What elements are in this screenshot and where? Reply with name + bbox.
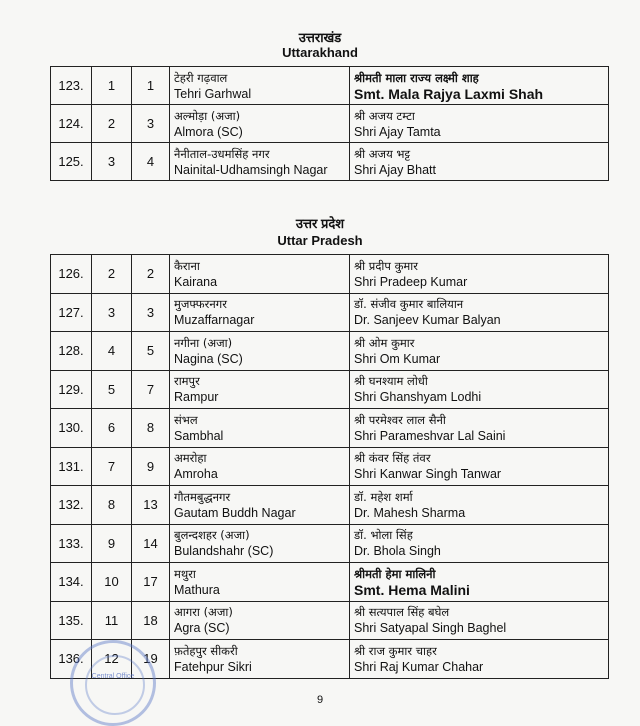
table-row xyxy=(51,447,609,486)
table-row xyxy=(51,486,609,525)
constituency-name-hindi: अमरोहा xyxy=(174,451,207,466)
candidate-cell xyxy=(350,524,609,563)
constituency-cell xyxy=(170,601,350,640)
state-serial-cell: 2 xyxy=(92,255,132,294)
serial-number-cell: 127. xyxy=(51,293,92,332)
table-row xyxy=(51,255,609,294)
table-row xyxy=(51,105,609,143)
constituency-cell xyxy=(170,143,350,181)
state-serial-cell: 11 xyxy=(92,601,132,640)
stamp-text: Central Office xyxy=(91,673,135,680)
serial-number-cell: 126. xyxy=(51,255,92,294)
candidate-name-english: Shri Pradeep Kumar xyxy=(354,274,468,289)
candidate-name-hindi: डॉ. संजीव कुमार बालियान xyxy=(354,297,464,312)
candidate-name-hindi: श्रीमती माला राज्य लक्ष्मी शाह xyxy=(354,70,479,85)
constituency-name-english: Almora (SC) xyxy=(174,124,243,139)
candidate-name-hindi: डॉ. महेश शर्मा xyxy=(354,489,413,504)
serial-number-cell: 131. xyxy=(51,447,92,486)
state-serial-cell: 12 xyxy=(92,640,132,679)
candidate-name-hindi: श्री अजय भट्ट xyxy=(354,146,411,161)
candidate-name-hindi: श्री परमेश्वर लाल सैनी xyxy=(354,412,446,427)
section-title-en-1: Uttar Pradesh xyxy=(277,233,363,248)
constituency-number-cell: 8 xyxy=(132,409,170,448)
constituency-cell xyxy=(170,563,350,602)
constituency-name-english: Amroha xyxy=(174,467,218,482)
candidate-name-english: Shri Parameshvar Lal Saini xyxy=(354,428,506,443)
candidate-cell xyxy=(350,67,609,105)
candidate-cell xyxy=(350,332,609,371)
candidate-name-hindi: श्री अजय टम्टा xyxy=(354,108,415,123)
state-serial-cell: 8 xyxy=(92,486,132,525)
constituency-number-cell: 18 xyxy=(132,601,170,640)
constituency-number-cell: 13 xyxy=(132,486,170,525)
candidate-name-hindi: श्री सत्यपाल सिंह बघेल xyxy=(354,605,450,620)
constituency-cell xyxy=(170,370,350,409)
constituency-name-english: Tehri Garhwal xyxy=(174,86,252,101)
serial-number-cell: 136. xyxy=(51,640,92,679)
constituency-name-english: Mathura xyxy=(174,582,220,597)
state-serial-cell: 1 xyxy=(92,67,132,105)
constituency-cell xyxy=(170,447,350,486)
constituency-name-english: Rampur xyxy=(174,390,219,405)
constituency-cell xyxy=(170,524,350,563)
section-title-hi-1: उत्तर प्रदेश xyxy=(295,216,345,231)
constituency-name-hindi: नगीना (अजा) xyxy=(174,335,233,350)
constituency-name-hindi: गौतमबुद्धनगर xyxy=(174,489,231,504)
candidate-name-english: Dr. Bhola Singh xyxy=(354,544,441,559)
serial-number-cell: 135. xyxy=(51,601,92,640)
constituency-name-english: Sambhal xyxy=(174,428,224,443)
constituency-number-cell: 7 xyxy=(132,370,170,409)
candidate-name-english: Dr. Sanjeev Kumar Balyan xyxy=(354,313,501,328)
constituency-number-cell: 1 xyxy=(132,67,170,105)
constituency-number-cell: 19 xyxy=(132,640,170,679)
constituency-number-cell: 14 xyxy=(132,524,170,563)
table-row xyxy=(51,601,609,640)
constituency-number-cell: 3 xyxy=(132,293,170,332)
constituency-cell xyxy=(170,255,350,294)
candidate-cell xyxy=(350,447,609,486)
serial-number-cell: 124. xyxy=(51,105,92,143)
official-stamp xyxy=(70,640,156,726)
serial-number-cell: 134. xyxy=(51,563,92,602)
constituency-cell xyxy=(170,640,350,679)
serial-number-cell: 129. xyxy=(51,370,92,409)
constituency-cell xyxy=(170,332,350,371)
constituency-name-hindi: टेहरी गढ़वाल xyxy=(174,70,228,85)
candidate-cell xyxy=(350,105,609,143)
constituency-name-english: Kairana xyxy=(174,274,218,289)
candidate-cell xyxy=(350,601,609,640)
state-serial-cell: 5 xyxy=(92,370,132,409)
constituency-name-english: Bulandshahr (SC) xyxy=(174,544,274,559)
table-row xyxy=(51,524,609,563)
state-serial-cell: 6 xyxy=(92,409,132,448)
section-title-en-0: Uttarakhand xyxy=(282,45,358,60)
constituency-cell xyxy=(170,105,350,143)
constituency-name-english: Muzaffarnagar xyxy=(174,313,255,328)
constituency-cell xyxy=(170,486,350,525)
table-row xyxy=(51,143,609,181)
candidate-name-english: Shri Kanwar Singh Tanwar xyxy=(354,467,502,482)
constituency-name-hindi: अल्मोड़ा (अजा) xyxy=(174,108,241,123)
section-title-hi-0: उत्तराखंड xyxy=(298,30,342,45)
candidate-cell xyxy=(350,486,609,525)
constituency-number-cell: 17 xyxy=(132,563,170,602)
candidate-name-hindi: श्रीमती हेमा मालिनी xyxy=(354,566,436,581)
table-row xyxy=(51,409,609,448)
constituency-name-english: Nainital-Udhamsingh Nagar xyxy=(174,162,328,177)
state-serial-cell: 3 xyxy=(92,143,132,181)
candidate-cell xyxy=(350,370,609,409)
constituency-name-hindi: मुजफ्फरनगर xyxy=(174,297,227,312)
state-serial-cell: 7 xyxy=(92,447,132,486)
state-serial-cell: 4 xyxy=(92,332,132,371)
constituency-number-cell: 9 xyxy=(132,447,170,486)
constituency-name-hindi: संभल xyxy=(174,412,198,427)
candidate-name-hindi: श्री कंवर सिंह तंवर xyxy=(354,451,431,466)
candidate-name-english: Shri Raj Kumar Chahar xyxy=(354,659,484,674)
constituency-name-english: Agra (SC) xyxy=(174,621,230,636)
serial-number-cell: 132. xyxy=(51,486,92,525)
candidate-name-english: Shri Ajay Tamta xyxy=(354,124,441,139)
constituency-name-english: Gautam Buddh Nagar xyxy=(174,505,296,520)
serial-number-cell: 123. xyxy=(51,67,92,105)
constituency-name-hindi: बुलन्दशहर (अजा) xyxy=(174,528,250,543)
constituency-name-hindi: आगरा (अजा) xyxy=(174,605,233,620)
candidate-name-hindi: श्री घनश्याम लोधी xyxy=(354,374,428,389)
table-row xyxy=(51,293,609,332)
serial-number-cell: 125. xyxy=(51,143,92,181)
table-row xyxy=(51,563,609,602)
constituency-cell xyxy=(170,409,350,448)
constituency-cell xyxy=(170,67,350,105)
serial-number-cell: 133. xyxy=(51,524,92,563)
table-uttarakhand xyxy=(50,66,609,181)
constituency-name-english: Nagina (SC) xyxy=(174,351,243,366)
candidate-name-hindi: श्री राज कुमार चाहर xyxy=(354,643,437,658)
candidate-name-english: Shri Ajay Bhatt xyxy=(354,162,436,177)
constituency-number-cell: 3 xyxy=(132,105,170,143)
state-serial-cell: 2 xyxy=(92,105,132,143)
candidate-name-english: Smt. Hema Malini xyxy=(354,581,470,598)
constituency-number-cell: 5 xyxy=(132,332,170,371)
candidate-cell xyxy=(350,409,609,448)
page-number: 9 xyxy=(316,694,324,706)
table-uttar-pradesh xyxy=(50,254,609,679)
candidate-name-english: Dr. Mahesh Sharma xyxy=(354,505,466,520)
candidate-cell xyxy=(350,640,609,679)
candidate-name-english: Shri Satyapal Singh Baghel xyxy=(354,621,507,636)
candidate-name-hindi: श्री ओम कुमार xyxy=(354,335,415,350)
candidate-cell xyxy=(350,563,609,602)
candidate-cell xyxy=(350,293,609,332)
candidate-name-hindi: श्री प्रदीप कुमार xyxy=(354,258,418,273)
candidate-cell xyxy=(350,143,609,181)
constituency-number-cell: 2 xyxy=(132,255,170,294)
state-serial-cell: 10 xyxy=(92,563,132,602)
constituency-number-cell: 4 xyxy=(132,143,170,181)
candidate-name-english: Shri Om Kumar xyxy=(354,351,441,366)
constituency-name-english: Fatehpur Sikri xyxy=(174,659,252,674)
constituency-name-hindi: कैराना xyxy=(174,258,200,273)
serial-number-cell: 130. xyxy=(51,409,92,448)
constituency-name-hindi: नैनीताल-उधमसिंह नगर xyxy=(174,146,270,161)
candidate-name-hindi: डॉ. भोला सिंह xyxy=(354,528,413,543)
constituency-name-hindi: रामपुर xyxy=(174,374,200,389)
constituency-cell xyxy=(170,293,350,332)
candidate-name-english: Smt. Mala Rajya Laxmi Shah xyxy=(354,85,544,102)
table-row xyxy=(51,67,609,105)
serial-number-cell: 128. xyxy=(51,332,92,371)
table-row xyxy=(51,332,609,371)
state-serial-cell: 3 xyxy=(92,293,132,332)
constituency-name-hindi: फ़तेहपुर सीकरी xyxy=(174,643,238,658)
candidate-cell xyxy=(350,255,609,294)
table-row xyxy=(51,370,609,409)
candidate-name-english: Shri Ghanshyam Lodhi xyxy=(354,390,482,405)
state-serial-cell: 9 xyxy=(92,524,132,563)
constituency-name-hindi: मथुरा xyxy=(174,566,196,581)
